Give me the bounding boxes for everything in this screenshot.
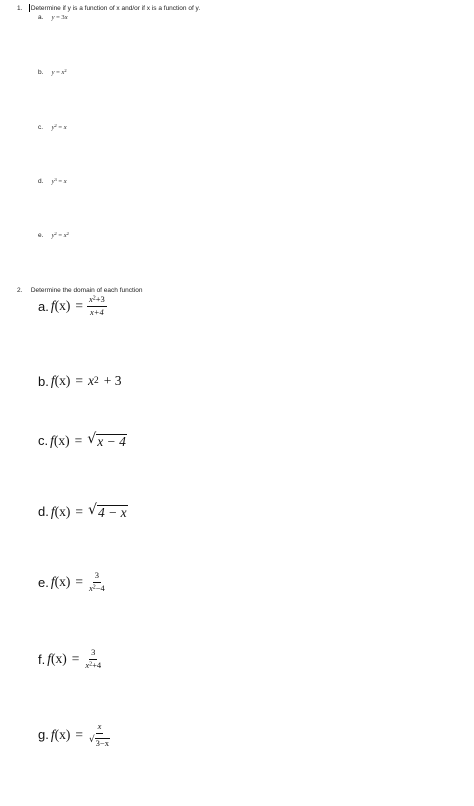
q2-item-e-label: e. xyxy=(38,574,49,590)
function-name: f xyxy=(47,651,51,667)
q1-item-b xyxy=(38,69,67,76)
q2-item-g-expression xyxy=(51,722,112,748)
numerator-variable: x xyxy=(97,721,102,731)
q1-item-a-eq: = 3 xyxy=(54,14,65,21)
q2-item-g-radical xyxy=(89,736,110,748)
q2-item-g-numerator xyxy=(96,722,104,734)
q1-item-b-rhs: x xyxy=(61,69,65,76)
q2-item-d-radicand: 4 − x xyxy=(98,505,127,520)
q1-item-c-letter: c. xyxy=(38,124,44,131)
q1-item-d-eq: = xyxy=(56,178,64,185)
q2-item-a-denominator xyxy=(88,307,106,318)
q2-item-c-expression xyxy=(50,432,127,449)
q2-item-f-fraction xyxy=(83,648,103,671)
q1-item-c-lhs-exponent: 2 xyxy=(54,122,57,128)
function-name: f xyxy=(50,298,55,314)
q2-item-g-radicand: 3−x xyxy=(95,737,109,748)
q1-item-e xyxy=(38,232,69,239)
q2-item-f xyxy=(38,648,103,671)
equals-sign: = xyxy=(75,373,83,388)
denominator-variable: x xyxy=(88,582,93,593)
denominator-variable: x xyxy=(85,659,90,670)
q2-item-g-label: g. xyxy=(38,727,49,743)
q1-item-d-lhs: y xyxy=(51,178,55,185)
q1-item-d-lhs-exponent: 3 xyxy=(54,176,57,182)
q2-item-g xyxy=(38,722,112,748)
q1-item-e-lhs: y xyxy=(51,232,55,239)
q2-item-f-denominator xyxy=(83,660,103,671)
q1-item-b-letter: b. xyxy=(38,69,44,76)
function-argument: (x) xyxy=(54,298,71,314)
q2-item-d xyxy=(38,503,128,520)
q1-item-d-letter: d. xyxy=(38,178,44,185)
denominator-rest: −4 xyxy=(95,582,105,593)
square-root-sign: √ xyxy=(88,734,95,745)
function-argument: (x) xyxy=(54,574,71,590)
q1-item-c xyxy=(38,124,67,131)
q2-item-c xyxy=(38,432,127,449)
function-name: f xyxy=(50,432,54,448)
function-name: f xyxy=(50,503,55,519)
q1-item-d xyxy=(38,178,67,185)
q1-item-a-letter: a. xyxy=(38,14,44,21)
function-argument: (x) xyxy=(54,503,71,519)
q1-item-a-rhs: x xyxy=(64,14,68,21)
q2-item-c-radicand: x − 4 xyxy=(97,434,126,449)
q2-item-g-denominator xyxy=(87,734,112,748)
q2-item-c-label: c. xyxy=(38,433,49,449)
q1-item-e-eq: = xyxy=(56,232,64,239)
q1-item-c-eq: = xyxy=(56,124,64,131)
q1-item-e-rhs-exponent: 2 xyxy=(66,230,69,236)
question-2-number: 2. xyxy=(17,287,23,294)
q1-item-e-letter: e. xyxy=(38,232,44,239)
function-name: f xyxy=(50,726,55,742)
q2-item-e xyxy=(38,571,107,594)
q1-item-b-exponent: 2 xyxy=(64,67,67,73)
question-1-text-content: Determine if y is a function of x and/or if x is a function of y. xyxy=(30,5,201,12)
question-1-text xyxy=(29,5,200,12)
q2-item-b-rest: + 3 xyxy=(103,373,122,388)
q2-item-e-denominator xyxy=(87,583,107,594)
q2-item-d-radical xyxy=(88,503,128,520)
q1-item-a-lhs: y xyxy=(51,14,55,21)
function-name: f xyxy=(50,574,55,590)
function-name: f xyxy=(50,373,55,388)
q2-item-g-fraction xyxy=(87,722,112,748)
q1-item-c-rhs: x xyxy=(63,124,67,131)
function-argument: (x) xyxy=(51,651,67,667)
function-argument: (x) xyxy=(53,432,70,448)
q2-item-a xyxy=(38,295,107,318)
denominator-exponent: 2 xyxy=(89,661,93,668)
q2-item-b-label: b. xyxy=(38,373,49,389)
q2-item-c-radical xyxy=(87,432,127,449)
square-root-sign: √ xyxy=(87,431,97,447)
q1-item-b-lhs: y xyxy=(51,69,55,76)
numerator-variable: x xyxy=(88,294,93,304)
numerator-rest: +3 xyxy=(95,294,105,304)
denominator-text: x+4 xyxy=(90,306,104,317)
q2-item-b-expression: f (x) = x 2 + 3 xyxy=(50,373,122,388)
equals-sign: = xyxy=(74,432,83,448)
denominator-exponent: 2 xyxy=(92,584,96,591)
question-2-heading xyxy=(17,287,142,294)
equals-sign: = xyxy=(71,651,80,667)
numerator-exponent: 2 xyxy=(92,295,96,302)
q2-item-d-label: d. xyxy=(38,504,49,520)
question-1-heading xyxy=(17,5,200,12)
q2-item-a-numerator xyxy=(87,295,107,307)
q2-item-f-expression xyxy=(47,648,103,671)
q2-item-b xyxy=(38,373,121,389)
q2-item-a-label: a. xyxy=(38,298,49,314)
function-argument: (x) xyxy=(54,726,71,742)
q1-item-e-rhs: x xyxy=(63,232,67,239)
q2-item-a-expression xyxy=(51,295,107,318)
q2-item-f-numerator: 3 xyxy=(89,648,97,660)
q1-item-a xyxy=(38,14,68,21)
q1-item-c-lhs: y xyxy=(51,124,55,131)
q2-item-f-label: f. xyxy=(38,651,46,667)
q2-item-e-numerator: 3 xyxy=(93,571,101,583)
q2-item-e-expression xyxy=(51,571,107,594)
equals-sign: = xyxy=(75,298,83,314)
question-2-text: Determine the domain of each function xyxy=(30,287,143,294)
q2-item-b-variable: x xyxy=(87,373,94,388)
function-argument: (x) xyxy=(54,373,71,388)
equals-sign: = xyxy=(75,503,83,519)
equals-sign: = xyxy=(75,574,83,590)
text-cursor xyxy=(29,4,30,12)
square-root-sign: √ xyxy=(87,502,98,518)
q2-item-d-expression xyxy=(51,503,128,520)
q1-item-e-lhs-exponent: 2 xyxy=(54,230,57,236)
question-1-number: 1. xyxy=(17,5,23,12)
equals-sign: = xyxy=(75,726,83,742)
denominator-rest: +4 xyxy=(92,659,102,670)
q2-item-e-fraction xyxy=(87,571,107,594)
q1-item-b-eq: = xyxy=(54,69,62,76)
q1-item-d-rhs: x xyxy=(63,178,67,185)
q2-item-a-fraction xyxy=(87,295,107,318)
